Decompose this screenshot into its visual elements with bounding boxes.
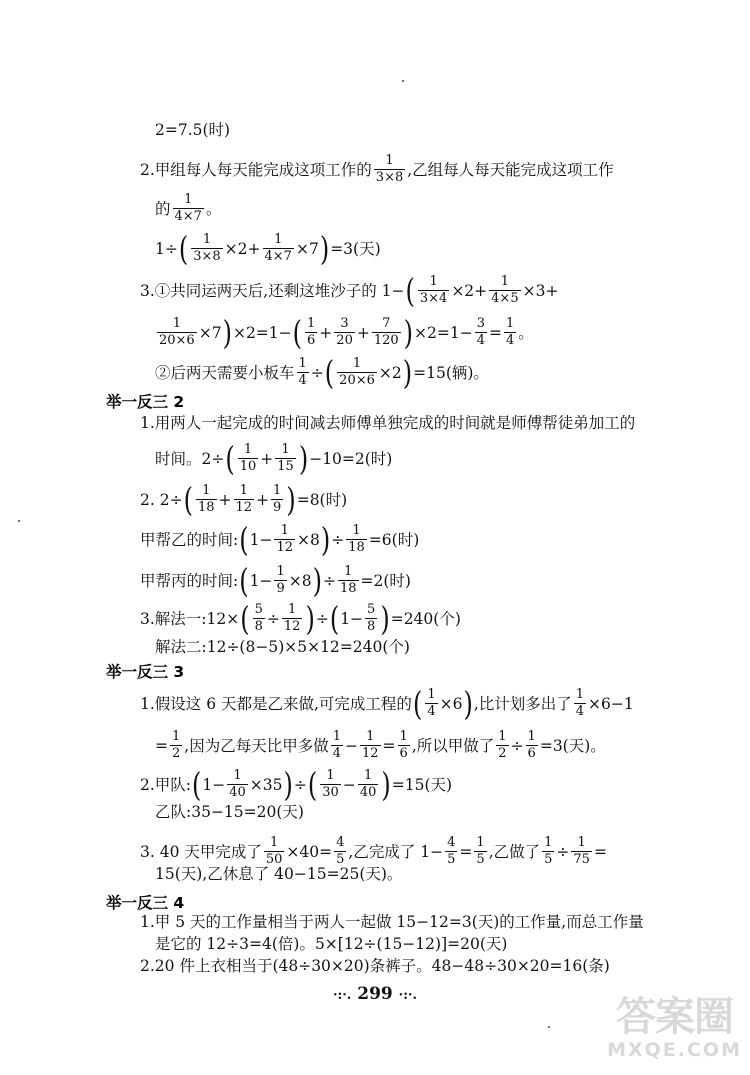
text: ,乙做了 bbox=[488, 842, 541, 861]
fraction: $\frac{1}{4}$ bbox=[298, 356, 307, 388]
fraction: $\frac{1}{12}$ bbox=[276, 523, 294, 555]
text: ,因为乙每天比甲多做 bbox=[184, 736, 329, 755]
text: 的 bbox=[155, 199, 171, 218]
text: ×3+ bbox=[522, 281, 559, 300]
section-heading: 举一反三 4 bbox=[106, 894, 185, 912]
text: −10=2(时) bbox=[309, 449, 393, 468]
text: − bbox=[345, 736, 358, 755]
answer-line bbox=[155, 353, 489, 392]
answer-line bbox=[155, 229, 381, 268]
text: 时间。2÷ bbox=[155, 449, 225, 468]
fraction: $\frac{1}{75}$ bbox=[573, 835, 590, 867]
answer-line bbox=[140, 561, 411, 600]
answer-line bbox=[140, 912, 644, 932]
text: 。 bbox=[518, 323, 534, 342]
text: ×2+ bbox=[224, 239, 261, 258]
text: 2.20 件上衣相当于(48÷30×20)条裤子。48−48÷30×20=16(条) bbox=[140, 957, 610, 975]
text: 1− bbox=[202, 775, 226, 794]
answer-line bbox=[155, 439, 393, 478]
text: 2=7.5(时) bbox=[155, 121, 231, 139]
answer-line bbox=[140, 956, 610, 976]
paren: ( bbox=[225, 439, 235, 478]
fraction: $\frac{1}{3\times 4}$ bbox=[419, 274, 448, 306]
text: =240(个) bbox=[390, 609, 461, 628]
text: ÷ bbox=[510, 736, 524, 755]
watermark-top: 答案圈 bbox=[616, 994, 734, 1040]
text: ×2=1− bbox=[414, 323, 473, 342]
answer-line bbox=[140, 836, 607, 867]
fraction: 1 10 bbox=[239, 442, 257, 474]
answer-line bbox=[155, 864, 402, 884]
answer-line bbox=[140, 599, 461, 638]
text: 1.用两人一起完成的时间减去师傅单独完成的时间就是师傅帮徒弟加工的 bbox=[140, 414, 636, 432]
fraction: $\frac{3}{20}$ bbox=[336, 316, 353, 348]
text: ÷ bbox=[556, 842, 570, 861]
text: ÷ bbox=[315, 609, 329, 628]
fraction: $\frac{4}{5}$ bbox=[447, 835, 456, 867]
text: ×6 bbox=[439, 694, 463, 713]
fraction: $\frac{1}{15}$ bbox=[277, 442, 294, 474]
text: = bbox=[489, 323, 503, 342]
fraction: $\frac{1}{4}$ bbox=[506, 316, 515, 348]
paren: ) bbox=[298, 439, 309, 478]
fraction: 1 18 bbox=[197, 483, 215, 515]
paren: ( bbox=[412, 684, 423, 723]
fraction: $\frac{1}{2}$ bbox=[172, 729, 181, 761]
text: ×35 bbox=[249, 775, 283, 794]
text: 2.甲组每人每天能完成这项工作的 bbox=[140, 160, 372, 179]
paren: ) bbox=[286, 480, 296, 519]
fraction: $\frac{1}{20\times 6}$ bbox=[339, 356, 375, 388]
paren: ) bbox=[381, 765, 391, 804]
fraction: $\frac{1}{5}$ bbox=[544, 835, 553, 867]
fraction: $\frac{1}{20\times 6}$ bbox=[159, 316, 195, 348]
paren: ( bbox=[405, 271, 415, 310]
fraction: 1 6 bbox=[307, 316, 316, 348]
fraction: $\frac{1}{9}$ bbox=[276, 564, 285, 596]
text: = bbox=[155, 736, 168, 755]
fraction: $\frac{5}{8}$ bbox=[367, 602, 376, 634]
text: 1− bbox=[340, 609, 364, 628]
paren: ( bbox=[183, 480, 193, 519]
fraction: $\frac{1}{9}$ bbox=[273, 483, 282, 515]
page-dots-right: ·:·. bbox=[398, 988, 418, 1003]
watermark-bottom: MXQE.COM bbox=[607, 1039, 742, 1061]
text: ÷ bbox=[322, 571, 336, 590]
text: 3.①共同运两天后,还剩这堆沙子的 1− bbox=[140, 281, 405, 300]
page-dots-left: ·:·. bbox=[332, 988, 352, 1003]
answer-line bbox=[155, 313, 534, 352]
fraction: $\frac{1}{40}$ bbox=[359, 768, 377, 800]
text: ×8 bbox=[297, 530, 320, 549]
text: 。 bbox=[205, 199, 222, 218]
text: ×7 bbox=[198, 323, 222, 342]
answer-line bbox=[140, 413, 635, 433]
text: 甲帮乙的时间: bbox=[140, 530, 239, 549]
text: + bbox=[356, 323, 370, 342]
text: = bbox=[459, 842, 473, 861]
answer-line bbox=[140, 154, 614, 185]
text: 是它的 12÷3=4(倍)。5×[12÷(15−12)]=20(天) bbox=[155, 935, 508, 953]
paren: ( bbox=[178, 229, 189, 268]
section-heading: 举一反三 2 bbox=[106, 393, 185, 411]
paren: ( bbox=[239, 561, 249, 600]
text: ÷ bbox=[331, 530, 345, 549]
text: 乙队:35−15=20(天) bbox=[155, 803, 304, 821]
text: = bbox=[593, 842, 607, 861]
paren: ) bbox=[312, 561, 322, 600]
scan-speck bbox=[548, 1026, 550, 1028]
paren: ) bbox=[380, 599, 390, 638]
text: 3.解法一:12× bbox=[140, 609, 240, 628]
paren: ( bbox=[192, 765, 202, 804]
fraction: $\frac{1}{4\times 5}$ bbox=[491, 274, 519, 306]
text: ×40= bbox=[286, 842, 333, 861]
fraction: $\frac{1}{5}$ bbox=[476, 835, 485, 867]
fraction: $\frac{4}{5}$ bbox=[336, 835, 345, 867]
text: ×2=1− bbox=[232, 323, 292, 342]
paren: ) bbox=[222, 313, 232, 352]
answer-line bbox=[140, 684, 634, 723]
fraction: $\frac{1}{18}$ bbox=[348, 523, 365, 555]
fraction: $\frac{1}{50}$ bbox=[265, 835, 283, 867]
fraction: 1 4 bbox=[332, 729, 341, 761]
text: + bbox=[256, 490, 270, 509]
fraction: $\frac{1}{12}$ bbox=[362, 729, 379, 761]
text: + bbox=[260, 449, 274, 468]
fraction: $\frac{3}{4}$ bbox=[476, 316, 486, 348]
paren: ( bbox=[239, 520, 249, 559]
text: =15(天) bbox=[391, 775, 453, 794]
text: 2.甲队: bbox=[140, 775, 192, 794]
text: 3. 40 天甲完成了 bbox=[140, 842, 262, 861]
text: 甲帮丙的时间: bbox=[140, 571, 239, 590]
text: ÷ bbox=[310, 363, 324, 382]
text: ②后两天需要小板车 bbox=[155, 363, 295, 382]
fraction: $\frac{7}{120}$ bbox=[373, 316, 399, 348]
paren: ( bbox=[324, 353, 335, 392]
fraction: $\frac{1}{4}$ bbox=[427, 687, 436, 719]
text: ×7 bbox=[295, 239, 319, 258]
scan-speck bbox=[402, 80, 404, 82]
text: + bbox=[218, 490, 232, 509]
fraction: $\frac{1}{6}$ bbox=[399, 729, 408, 761]
text: ×8 bbox=[288, 571, 312, 590]
paren: ) bbox=[463, 684, 473, 723]
fraction: $\frac{1}{40}$ bbox=[229, 768, 246, 800]
answer-line bbox=[155, 120, 230, 140]
text: ×2+ bbox=[451, 281, 488, 300]
answer-line bbox=[140, 520, 420, 559]
paren: ( bbox=[329, 599, 340, 638]
text: 1− bbox=[249, 530, 273, 549]
text: 1− bbox=[249, 571, 273, 590]
paren: ) bbox=[403, 313, 414, 352]
text: =3(天) bbox=[330, 239, 381, 258]
paren: ( bbox=[307, 765, 318, 804]
fraction: 1 3×8 bbox=[375, 153, 404, 185]
text: + bbox=[319, 323, 333, 342]
fraction: 1 4×7 bbox=[174, 192, 202, 224]
text: ,乙组每人每天能完成这项工作 bbox=[407, 160, 614, 179]
text: ÷ bbox=[266, 609, 280, 628]
answer-line bbox=[155, 934, 507, 954]
answer-line bbox=[140, 480, 348, 519]
text: 2. 2÷ bbox=[140, 490, 183, 509]
page-number-text: 299 bbox=[357, 984, 393, 1004]
fraction: $\frac{5}{8}$ bbox=[254, 602, 263, 634]
text: =2(时) bbox=[360, 571, 411, 590]
text: ×2 bbox=[378, 363, 402, 382]
text: =8(时) bbox=[296, 490, 348, 509]
paren: ( bbox=[240, 599, 250, 638]
fraction: $\frac{1}{12}$ bbox=[283, 602, 301, 634]
answer-line bbox=[155, 637, 410, 657]
text: ,所以甲做了 bbox=[411, 736, 495, 755]
text: 15(天),乙休息了 40−15=25(天)。 bbox=[155, 865, 403, 883]
paren: ) bbox=[283, 765, 293, 804]
text: =6(时) bbox=[368, 530, 420, 549]
text: ×6−1 bbox=[588, 694, 634, 713]
text: 1.甲 5 天的工作量相当于两人一起做 15−12=3(天)的工作量,而总工作量 bbox=[140, 913, 644, 931]
fraction: $\frac{1}{12}$ bbox=[235, 483, 253, 515]
fraction: 1 30 bbox=[322, 768, 339, 800]
fraction: $\frac{1}{4}$ bbox=[575, 687, 585, 719]
watermark-logo bbox=[607, 995, 742, 1061]
fraction: $\frac{1}{18}$ bbox=[339, 564, 357, 596]
text: 1.假设这 6 天都是乙来做,可完成工程的 bbox=[140, 694, 412, 713]
fraction: $\frac{1}{4\times 7}$ bbox=[264, 232, 292, 264]
answer-line bbox=[140, 765, 453, 804]
paren: ) bbox=[305, 599, 315, 638]
paren: ) bbox=[402, 353, 413, 392]
text: =3(天)。 bbox=[539, 736, 606, 755]
fraction: $\frac{1}{2}$ bbox=[498, 729, 507, 761]
answer-line bbox=[155, 730, 606, 761]
paren: ) bbox=[320, 520, 331, 559]
answer-line bbox=[155, 802, 304, 822]
text: 1÷ bbox=[155, 239, 178, 258]
paren: ) bbox=[319, 229, 330, 268]
paren: ( bbox=[292, 313, 303, 352]
answer-line bbox=[140, 271, 559, 310]
text: ,比计划多出了 bbox=[473, 694, 572, 713]
text: ,乙完成了 1− bbox=[348, 842, 444, 861]
text: − bbox=[342, 775, 356, 794]
answer-line bbox=[155, 193, 221, 224]
text: = bbox=[382, 736, 396, 755]
fraction: $\frac{1}{3\times 8}$ bbox=[193, 232, 221, 264]
scan-speck bbox=[18, 520, 20, 522]
text: 解法二:12÷(8−5)×5×12=240(个) bbox=[155, 638, 410, 656]
section-heading: 举一反三 3 bbox=[106, 663, 185, 681]
text: =15(辆)。 bbox=[413, 363, 489, 382]
fraction: $\frac{1}{6}$ bbox=[527, 729, 536, 761]
text: ÷ bbox=[293, 775, 307, 794]
